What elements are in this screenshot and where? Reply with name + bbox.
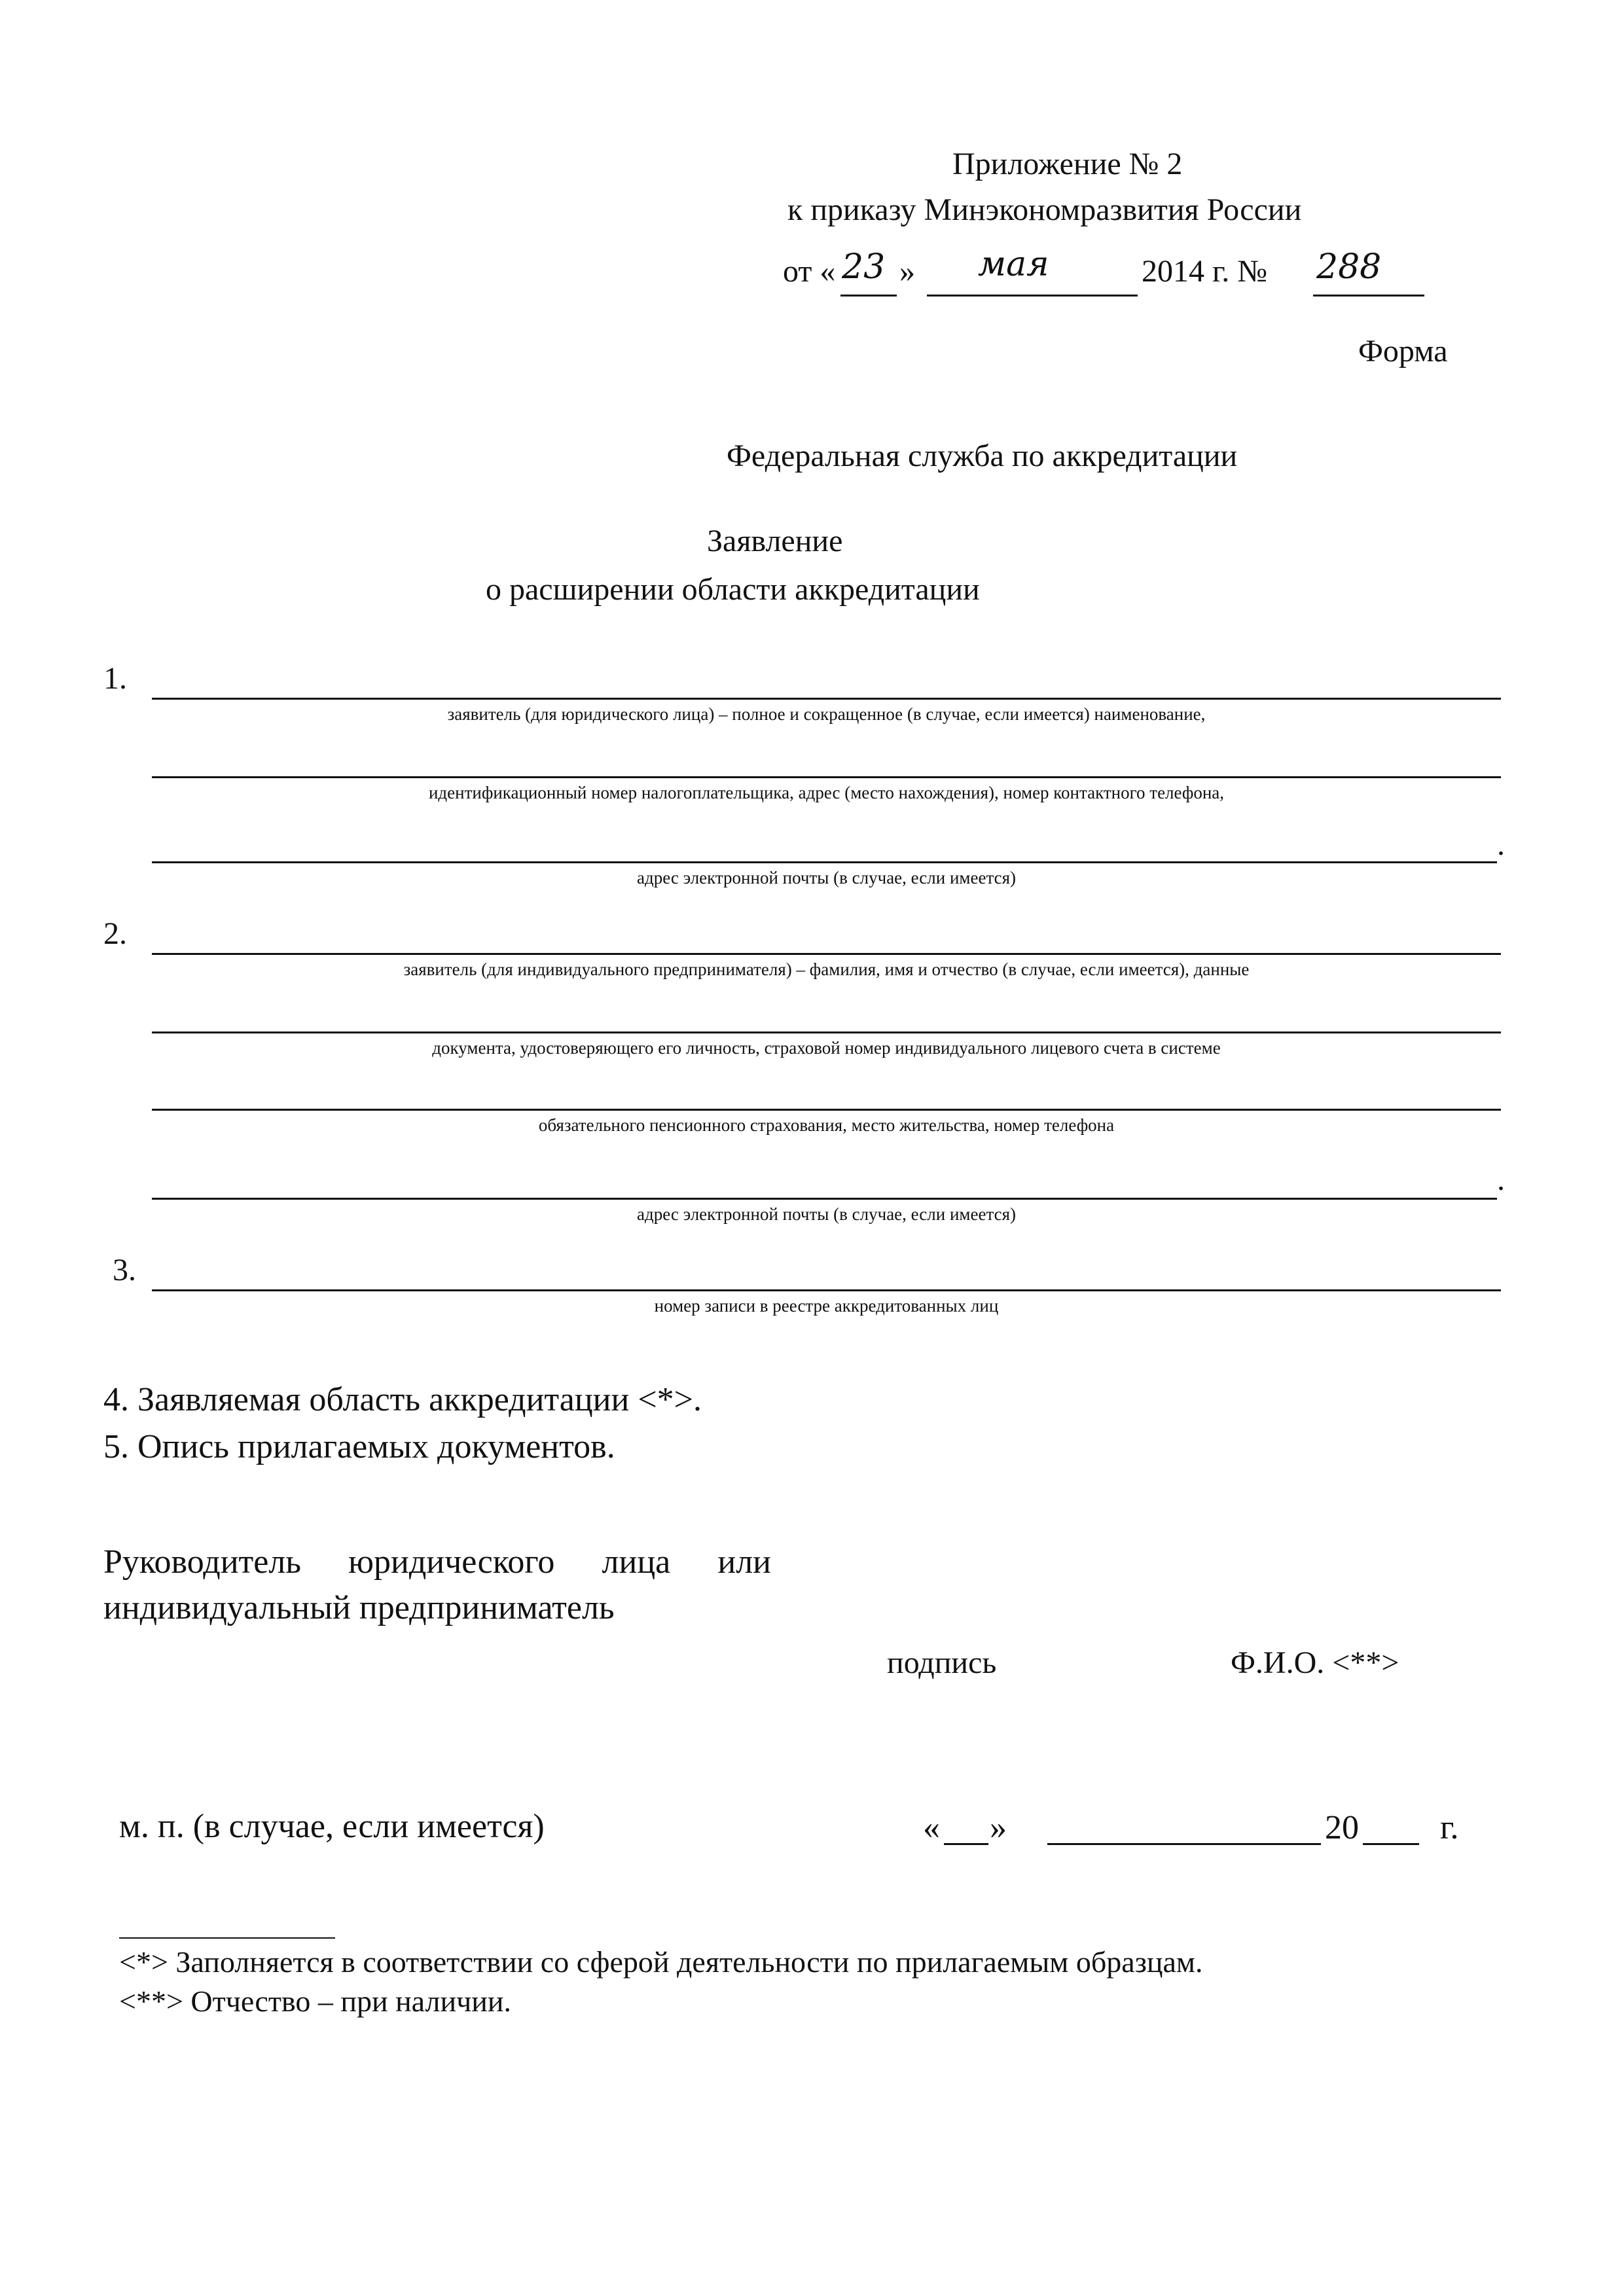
order-reference: к приказу Минэкономразвития России [787,192,1302,227]
section-1-line-1[interactable] [152,698,1501,700]
section-1-end-mark: . [1497,827,1505,862]
section-2-caption-1: заявитель (для индивидуального предпринимателя) – фамилия, имя и отчество (в случае, если имеется), данные [403,960,1250,979]
section-2-end-mark: . [1497,1162,1505,1197]
section-1-caption-2: идентификационный номер налогоплательщика, адрес (место нахождения), номер контактного телефона, [428,783,1225,802]
signing-month-field[interactable] [1047,1843,1321,1845]
item-documents-list: 5. Опись прилагаемых документов. [103,1428,615,1465]
signing-year-suffix: г. [1440,1809,1459,1846]
section-1-caption-1: заявитель (для юридического лица) – полное и сокращенное (в случае, если имеется) наименование, [447,704,1206,724]
section-2-line-1[interactable] [152,953,1501,955]
date-year: 2014 г. № [1142,254,1268,289]
date-month-handwritten: мая [978,245,1049,284]
document-title: Заявление [707,524,843,558]
section-1-line-3[interactable] [152,861,1497,863]
signing-year-field[interactable] [1363,1843,1419,1845]
form-label: Форма [1358,334,1448,368]
item-accreditation-scope: 4. Заявляемая область аккредитации <*>. [103,1381,702,1418]
date-prefix: от « [783,254,836,289]
signing-date-close-quote: » [990,1809,1007,1846]
footnote-1: <*> Заполняется в соответствии со сферой деятельности по прилагаемым образцам. [119,1945,1203,1979]
stamp-place-label: м. п. (в случае, если имеется) [119,1808,545,1845]
signing-date-open-quote: « [923,1809,940,1846]
signing-day-field[interactable] [944,1843,988,1845]
section-1-caption-3: адрес электронной почты (в случае, если имеется) [636,868,1016,888]
section-2-line-4[interactable] [152,1198,1497,1200]
appendix-number: Приложение № 2 [952,147,1183,181]
date-close: » [899,254,915,289]
section-3-caption-1: номер записи в реестре аккредитованных лиц [654,1296,999,1316]
footnote-separator [119,1937,335,1939]
signer-title-line-2: индивидуальный предприниматель [103,1589,615,1626]
signer-title-line-1: Руководитель юридического лица или [103,1543,771,1581]
agency-name: Федеральная служба по аккредитации [727,439,1238,473]
section-3-number: 3. [113,1253,136,1287]
signing-year-prefix: 20 [1325,1809,1359,1846]
section-1-line-2[interactable] [152,776,1501,778]
section-2-caption-3: обязательного пенсионного страхования, место жительства, номер телефона [538,1115,1115,1135]
section-2-caption-4: адрес электронной почты (в случае, если имеется) [636,1204,1016,1224]
section-2-line-3[interactable] [152,1109,1501,1111]
signature-label: подпись [887,1645,997,1680]
section-3-line-1[interactable] [152,1289,1501,1291]
section-2-number: 2. [103,916,127,951]
order-date-line [783,245,1437,298]
fio-label: Ф.И.О. <**> [1231,1645,1399,1680]
document-subtitle: о расширении области аккредитации [486,572,980,607]
date-day-handwritten: 23 [842,247,886,287]
section-2-line-2[interactable] [152,1031,1501,1033]
footnote-2: <**> Отчество – при наличии. [119,1984,511,2018]
section-2-caption-2: документа, удостоверяющего его личность, страховой номер индивидуального лицевого счета в системе [432,1038,1221,1058]
signing-date [923,1808,1479,1854]
section-1-number: 1. [103,661,127,696]
order-number-handwritten: 288 [1316,247,1382,287]
